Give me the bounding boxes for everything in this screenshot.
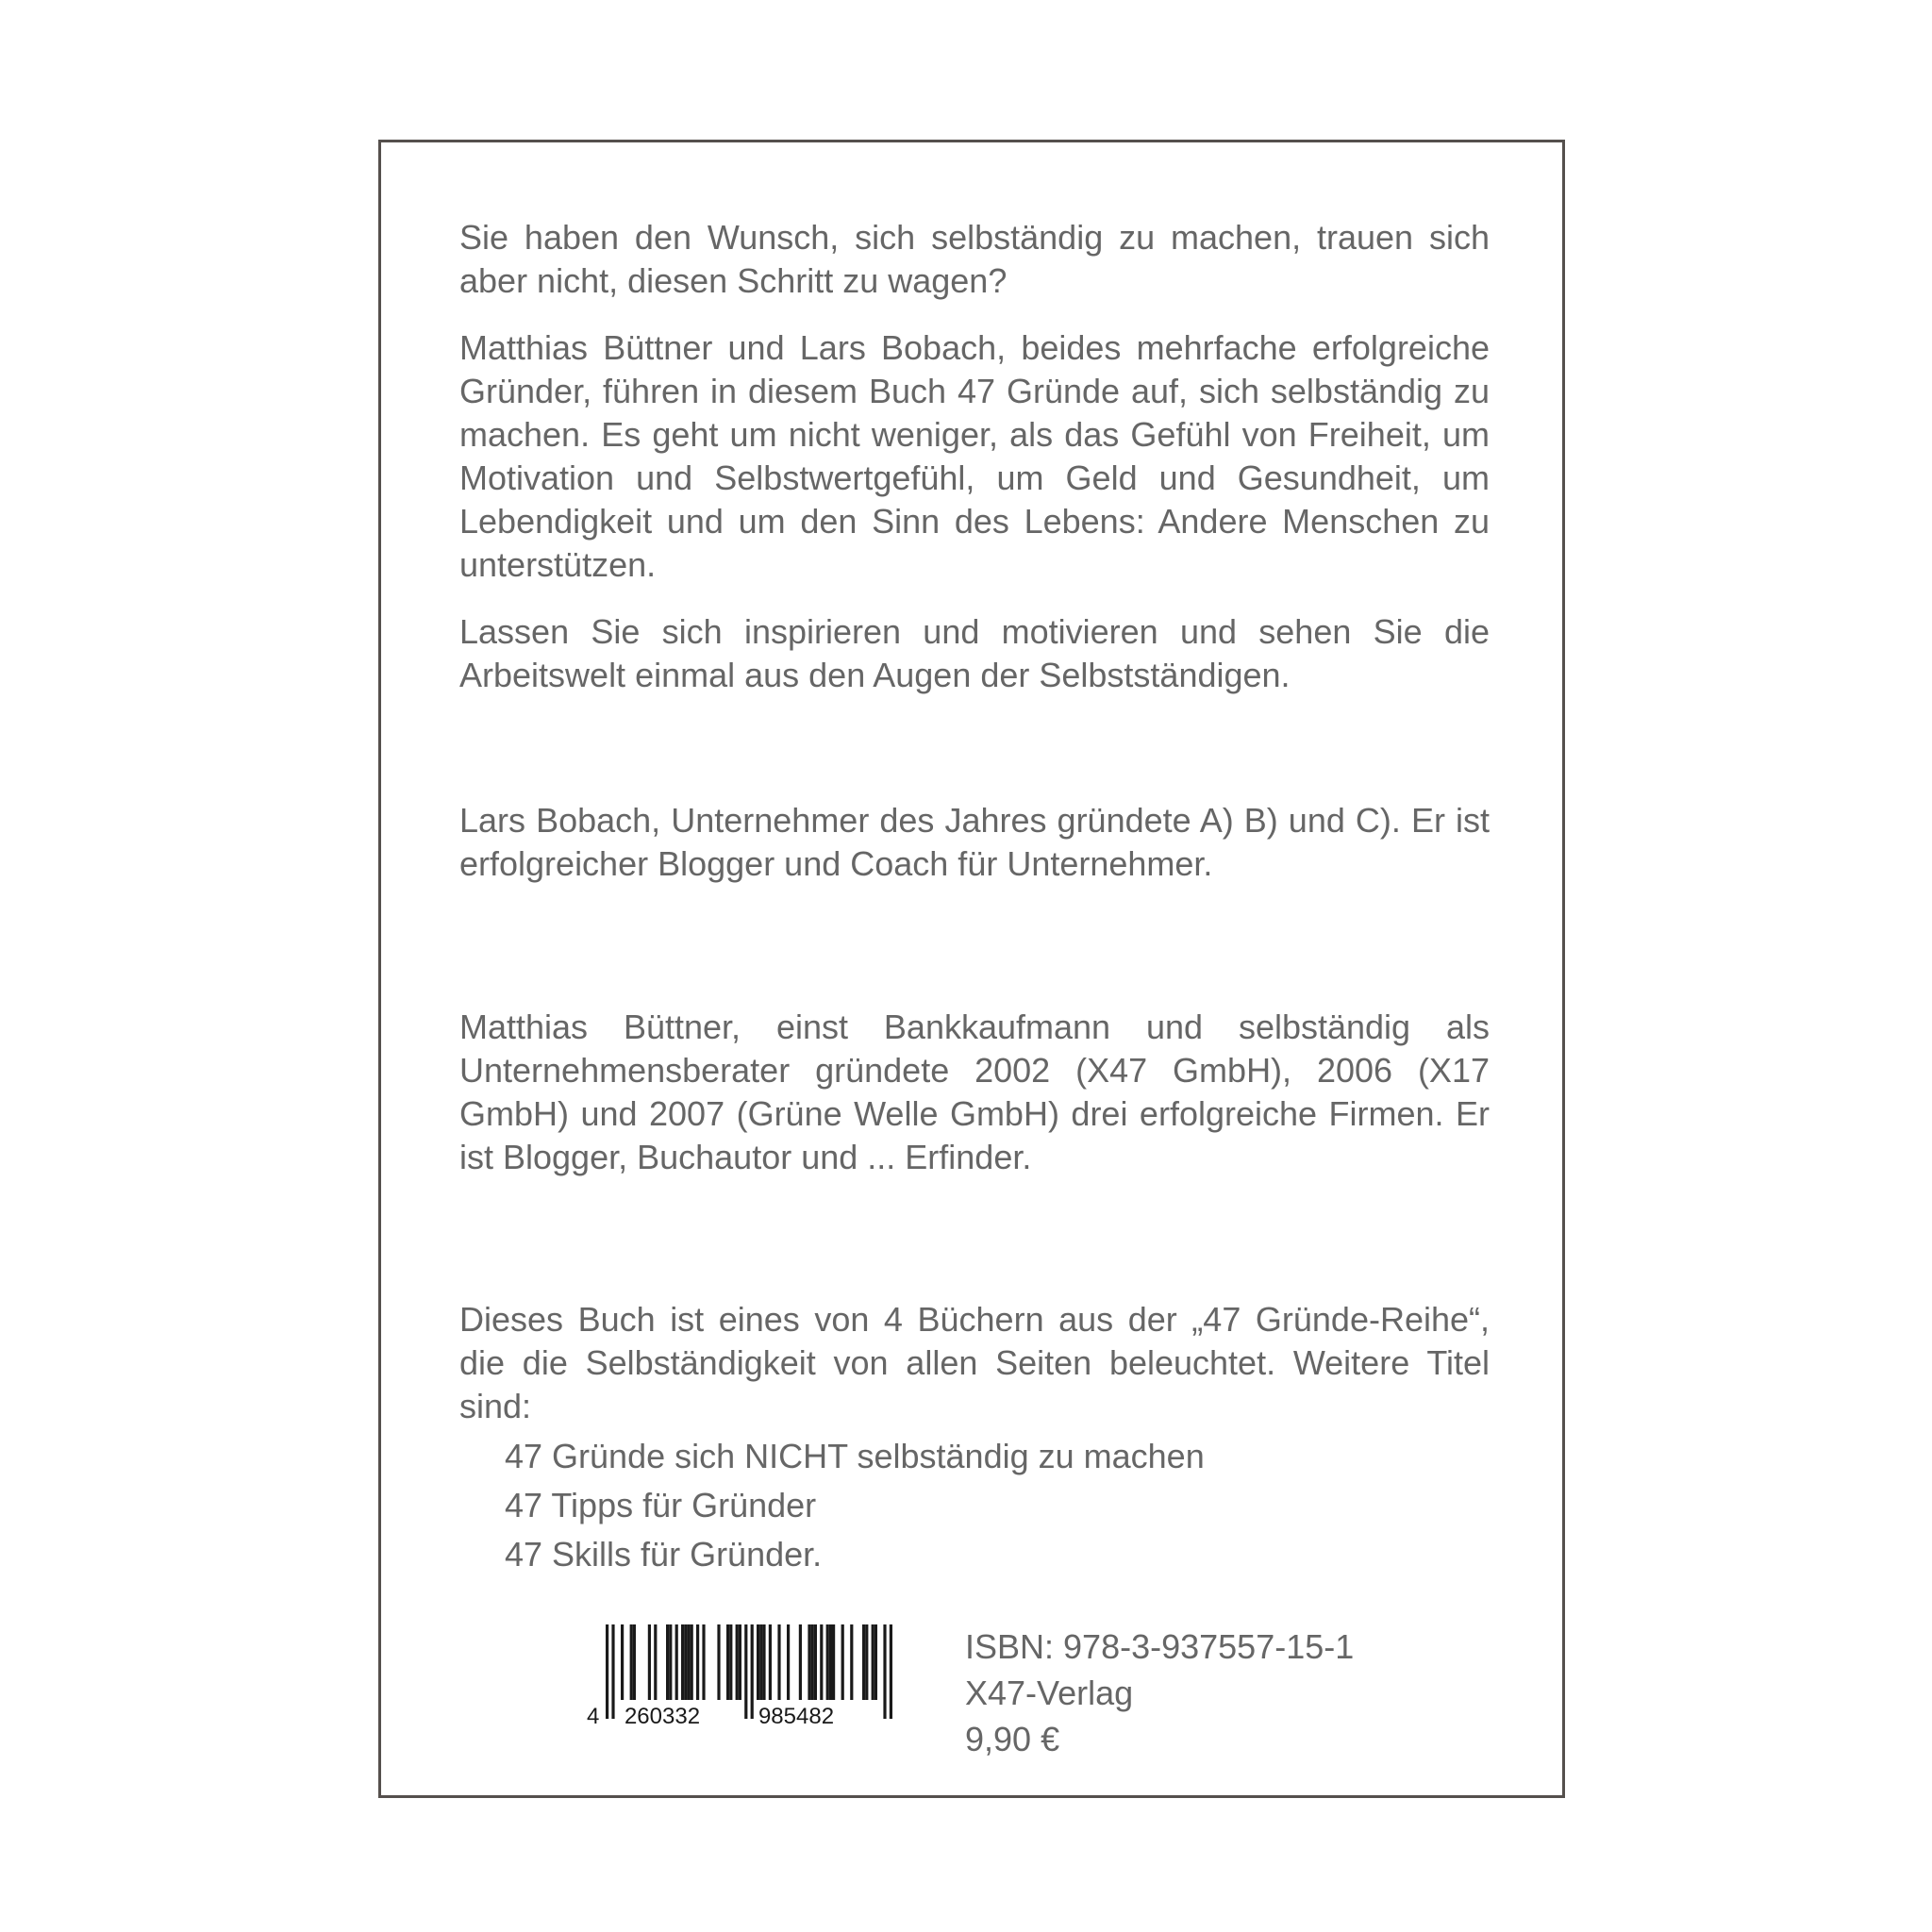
barcode-bar — [874, 1624, 877, 1700]
isbn-label: ISBN: 978-3-937557-15-1 — [965, 1627, 1355, 1666]
barcode-bar — [829, 1624, 832, 1700]
ean-barcode — [585, 1624, 906, 1728]
barcode-bar — [799, 1624, 802, 1700]
barcode-bar — [865, 1624, 868, 1700]
barcode-bar — [872, 1624, 874, 1700]
barcode-bar — [726, 1624, 729, 1700]
other-titles-list — [459, 1432, 1490, 1579]
barcode-bar — [808, 1624, 810, 1700]
publication-info — [965, 1624, 1354, 1762]
barcode-bar — [696, 1624, 699, 1700]
barcode-bar — [691, 1624, 693, 1700]
barcode-bar — [811, 1624, 814, 1700]
barcode-bar — [890, 1624, 892, 1719]
barcode-first-digit: 4 — [587, 1704, 600, 1728]
barcode-bar — [687, 1624, 690, 1700]
barcode-bar — [814, 1624, 817, 1700]
barcode-graphic — [585, 1624, 906, 1728]
barcode-bar — [729, 1624, 732, 1700]
barcode-bar — [769, 1624, 772, 1700]
barcode-bar — [681, 1624, 684, 1700]
barcode-bar — [850, 1624, 853, 1700]
barcode-bar — [757, 1624, 759, 1700]
barcode-bar — [841, 1624, 844, 1700]
barcode-bar — [820, 1624, 823, 1700]
barcode-bar — [777, 1624, 780, 1700]
barcode-bar — [675, 1624, 678, 1700]
other-title-item: 47 Tipps für Gründer — [505, 1486, 817, 1524]
barcode-bar — [883, 1624, 886, 1719]
barcode-bar — [606, 1624, 608, 1719]
barcode-right-digits: 985482 — [758, 1704, 835, 1728]
barcode-bar — [759, 1624, 762, 1700]
barcode-bar — [736, 1624, 739, 1700]
blurb-text — [459, 216, 1490, 1579]
author-bio-bobach: Lars Bobach, Unternehmer des Jahres gründete A) B) und C). Er ist erfolgreicher Blogger und Coach für Unternehmer. — [459, 801, 1490, 883]
other-title-item: 47 Gründe sich NICHT selbständig zu machen — [505, 1437, 1205, 1475]
barcode-bar — [648, 1624, 651, 1700]
book-back-cover — [378, 140, 1565, 1798]
barcode-bar — [611, 1624, 614, 1719]
barcode-bar — [787, 1624, 790, 1700]
barcode-bar — [751, 1624, 754, 1719]
barcode-bar — [739, 1624, 741, 1700]
barcode-bar — [832, 1624, 835, 1700]
publisher-label: X47-Verlag — [965, 1674, 1134, 1712]
barcode-bar — [633, 1624, 636, 1700]
barcode-bar — [762, 1624, 765, 1700]
series-paragraph: Dieses Buch ist eines von 4 Büchern aus der „47 Gründe-Reihe“, die die Selbständigkeit von allen Seiten beleuchtet. Weitere Titel sind: — [459, 1300, 1490, 1425]
barcode-bar — [654, 1624, 657, 1700]
barcode-bar — [684, 1624, 687, 1700]
barcode-bar — [669, 1624, 672, 1700]
barcode-bar — [621, 1624, 624, 1700]
barcode-bar — [702, 1624, 705, 1700]
price-label: 9,90 € — [965, 1720, 1060, 1758]
barcode-bar — [862, 1624, 865, 1700]
barcode-bar — [717, 1624, 720, 1700]
barcode-bar — [630, 1624, 633, 1700]
barcode-bar — [666, 1624, 669, 1700]
barcode-left-digits: 260332 — [624, 1704, 701, 1728]
call-to-action-paragraph: Lassen Sie sich inspirieren und motivieren und sehen Sie die Arbeitswelt einmal aus den Augen der Selbstständigen. — [459, 612, 1490, 694]
other-title-item: 47 Skills für Gründer. — [505, 1535, 823, 1574]
barcode-bar — [826, 1624, 829, 1700]
author-bio-buettner: Matthias Büttner, einst Bankkaufmann und selbständig als Unternehmensberater gründete 2002 (X47 GmbH), 2006 (X17 GmbH) und 2007 (Grüne Welle GmbH) drei erfolgreiche Firmen. Er ist Blogger, Buchautor und ... Erfinder. — [459, 1008, 1490, 1176]
barcode-bar — [744, 1624, 747, 1719]
intro-paragraph: Sie haben den Wunsch, sich selbständig zu machen, trauen sich aber nicht, diesen Schritt zu wagen? — [459, 218, 1490, 300]
description-paragraph: Matthias Büttner und Lars Bobach, beides mehrfache erfolgreiche Gründer, führen in diesem Buch 47 Gründe auf, sich selbständig zu machen. Es geht um nicht weniger, als das Gefühl von Freiheit, um Motivation und Selbstwertgefühl, um Geld und Gesundheit, um Lebendigkeit und um den Sinn des Lebens: Andere Menschen zu unterstützen. — [459, 328, 1490, 584]
